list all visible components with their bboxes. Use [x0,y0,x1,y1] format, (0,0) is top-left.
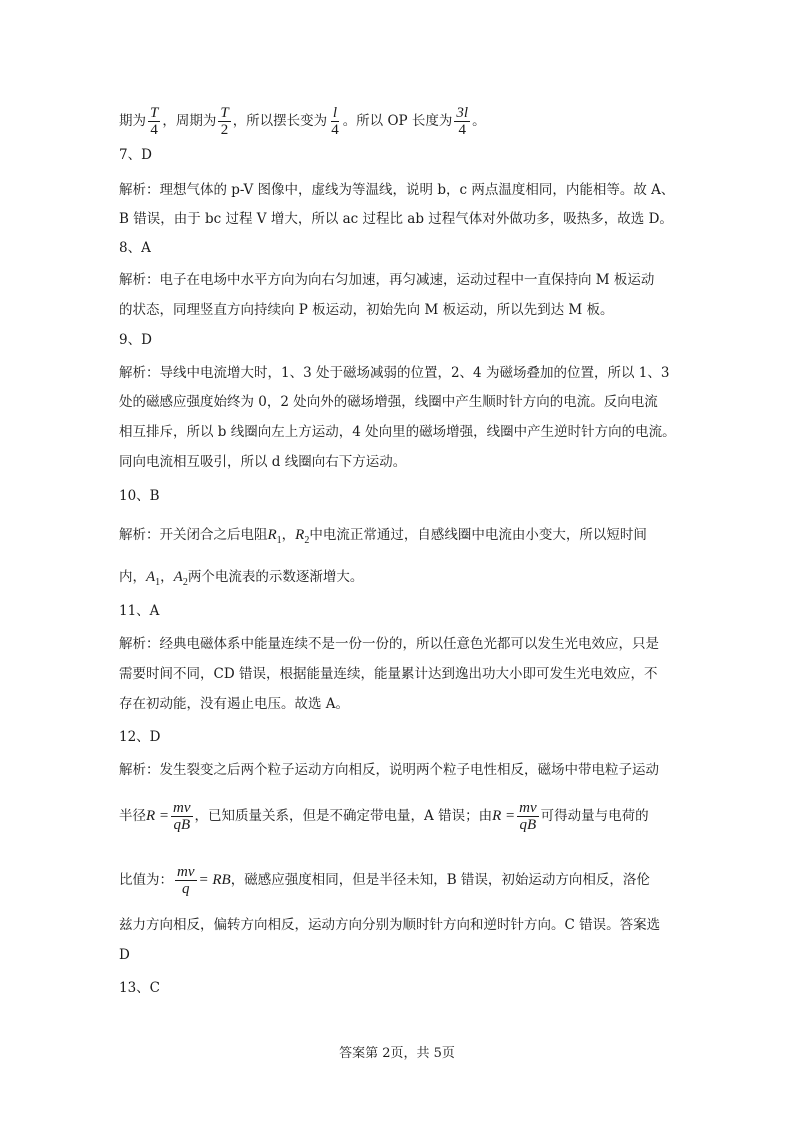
answer-8: 8、A [119,240,151,256]
answer-12: 12、D [119,729,161,745]
answer-10: 10、B [119,488,160,504]
analysis-12-line4: 兹力方向相反，偏转方向相反，运动方向分别为顺时针方向和逆时针方向。C 错误。答案选 [119,917,661,933]
analysis-12-line3: 比值为： $\frac{mv}{q}$ = RB，磁感应强度相同，但是半径未知，B 错误，初始运动方向相反，洛伦 [119,864,650,897]
analysis-10-line2: 内，$A_1$，$A_2$两个电流表的示数逐渐增大。 [119,569,364,588]
answer-11: 11、A [119,603,160,619]
text: 期为 [119,113,146,129]
fraction-mv-over-qb: $\frac{mv}{qB}$ [173,800,191,833]
analysis-7-line1: 解析：理想气体的 p-V 图像中，虚线为等温线，说明 b，c 两点温度相同，内能相等。故 A、 [119,182,675,198]
fraction-t-over-4: $\frac{T}{4}$ [150,105,159,138]
r2-symbol: $R_2$ [295,527,310,546]
analysis-12-line1: 解析：发生裂变之后两个粒子运动方向相反，说明两个粒子电性相反，磁场中带电粒子运动 [119,762,659,778]
period-line [119,105,486,138]
text: ，所以摆长变为 [232,113,328,129]
analysis-12-line2: 半径R = $\frac{mv}{qB}$ ，已知质量关系，但是不确定带电量，A 错误；由R = $\frac{mv}{qB}$ 可得动量与电荷的 [119,800,649,833]
analysis-12-line5: D [119,947,130,963]
fraction-t-over-2: $\frac{T}{2}$ [220,105,229,138]
analysis-11-line3: 存在初动能，没有遏止电压。故选 A。 [119,696,350,712]
analysis-9-line2: 处的磁感应强度始终为 0，2 处向外的磁场增强，线圈中产生顺时针方向的电流。反向电流 [119,394,658,410]
fraction-mv-over-q: $\frac{mv}{q}$ [177,864,195,897]
formula-r: R = [492,808,516,824]
analysis-8-line2: 的状态，同理竖直方向持续向 P 板运动，初始先向 M 板运动，所以先到达 M 板。 [119,302,614,318]
fraction-l-over-4: $\frac{l}{4}$ [331,105,339,138]
analysis-9-line3: 相互排斥，所以 b 线圈向左上方运动，4 处向里的磁场增强，线圈中产生逆时针方向的电流。 [119,424,676,440]
analysis-8-line1: 解析：电子在电场中水平方向为向右匀加速，再匀减速，运动过程中一直保持向 M 板运动 [119,272,655,288]
answer-13: 13、C [119,980,161,996]
answer-7: 7、D [119,147,152,163]
fraction-mv-over-qb: $\frac{mv}{qB}$ [519,800,537,833]
page-footer: 答案第 2页，共 5页 [339,1046,455,1061]
text: ，周期为 [162,113,217,129]
analysis-10-line1: 解析：开关闭合之后电阻$R_1$，$R_2$中电流正常通过，自感线圈中电流由小变大，所以短时间 [119,527,647,546]
text: 。 [472,113,486,129]
formula-rb: = RB [198,872,231,888]
analysis-7-line2: B 错误，由于 bc 过程 V 增大，所以 ac 过程比 ab 过程气体对外做功多，吸热多，故选 D。 [119,211,673,227]
fraction-3l-over-4: $\frac{3l}{4}$ [456,105,469,138]
text: 。所以 OP 长度为 [342,113,453,129]
answer-9: 9、D [119,332,152,348]
r1-symbol: $R_1$ [267,527,282,546]
analysis-9-line1: 解析：导线中电流增大时，1、3 处于磁场减弱的位置，2、4 为磁场叠加的位置，所以 1、3 [119,365,670,381]
a1-symbol: $A_1$ [146,569,161,588]
formula-r: R = [146,808,170,824]
analysis-11-line2: 需要时间不同，CD 错误，根据能量连续，能量累计达到逸出功大小即可发生光电效应，不 [119,666,658,682]
analysis-11-line1: 解析：经典电磁体系中能量连续不是一份一份的，所以任意色光都可以发生光电效应，只是 [119,636,659,652]
analysis-9-line4: 同向电流相互吸引，所以 d 线圈向右下方运动。 [119,454,407,470]
a2-symbol: $A_2$ [173,569,188,588]
